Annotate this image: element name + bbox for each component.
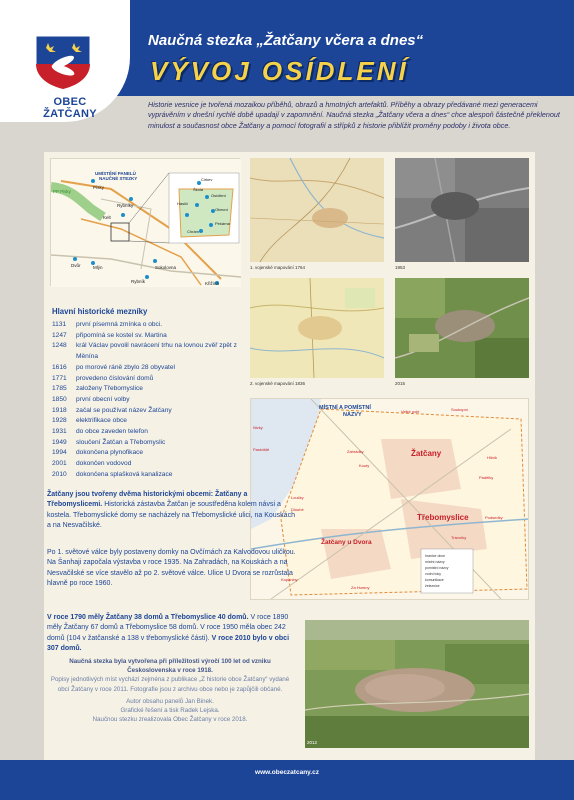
- local-map-title: [319, 405, 371, 419]
- svg-text:Obecní: Obecní: [215, 207, 228, 212]
- local-map-title-line1: MÍSTNÍ A POMÍSTNÍ: [319, 405, 371, 411]
- svg-text:Osídlení: Osídlení: [211, 193, 226, 198]
- municipality-name: OBEC ŽATČANY: [43, 96, 97, 120]
- svg-text:Kopaniny: Kopaniny: [281, 577, 298, 582]
- svg-text:Hasiči: Hasiči: [177, 201, 188, 206]
- milestone-row: 1994 dokončena plynofikace: [52, 449, 144, 457]
- body-paragraph-3: [47, 613, 297, 655]
- svg-text:Mlýn: Mlýn: [93, 265, 103, 270]
- milestone-row: 1928 elektrifikace obce: [52, 417, 127, 425]
- footer-url[interactable]: www.obeczatcany.cz: [255, 769, 319, 776]
- milestones-list: [52, 320, 242, 481]
- footer-bar: [0, 760, 574, 800]
- svg-text:pomístní názvy: pomístní názvy: [425, 566, 449, 570]
- aerial-photo-2015: [395, 278, 529, 378]
- body-p3-bold2: V roce 2010 bylo v obci 307 domů.: [47, 634, 290, 653]
- panel-subtitle: Naučná stezka „Žatčany včera a dnes“: [148, 32, 424, 49]
- intro-text: Historie vesnice je tvořená mozaikou příběhů, obrazů a hmotných artefaktů. Příběhy a obrazy předávané mezi generacemi vyprávěním v dnešní rychlé době upadají v zapomnění. Naučná stezka „Žatčany včera a dnes“ chce alespoň částečně překlenout minulost a současnost obce Žatčany a pomocí fotografií a střípků z historie přiblížit proměny podoby i života obce.: [148, 100, 560, 130]
- svg-text:Sokolovna: Sokolovna: [155, 265, 177, 270]
- milestone-row: 1616 po morové ráně zbylo 28 obyvatel: [52, 363, 175, 371]
- trail-location-map: [50, 158, 240, 286]
- label-trebomyslice: Třebomyslice: [417, 513, 469, 522]
- svg-text:Chrám: Chrám: [187, 229, 200, 234]
- svg-text:Zahrádky: Zahrádky: [347, 449, 364, 454]
- svg-text:NAUČNÉ STEZKY: NAUČNÉ STEZKY: [99, 176, 138, 181]
- svg-text:Cirkev: Cirkev: [201, 177, 213, 182]
- svg-text:Pastviště: Pastviště: [253, 447, 270, 452]
- local-map-title-line2: NÁZVY: [343, 412, 362, 418]
- historic-map-1836: [250, 278, 384, 378]
- body-p3-mid: V roce 1890 měly Žatčany 67 domů a Třebomyslice 58 domů. V roce 1950 měla obec 242 domů (104 v žatčanské a 138 v třebomyslické části).: [47, 614, 289, 642]
- body-p1-rest: Historická zástavba Žatčan je soustředěna kolem návsi a kostela. Třebomyslické domy se nacházely na Třebomyslické ulici, na Kouskách a na Nesvačilské.: [47, 501, 295, 530]
- caption-1764: 1. vojenské mapování 1764: [250, 265, 306, 270]
- credits: [50, 657, 290, 724]
- caption-1953: 1953: [395, 265, 406, 270]
- svg-text:Velké pole: Velké pole: [401, 409, 420, 414]
- milestones-title: Hlavní historické mezníky: [52, 307, 148, 316]
- milestone-row: 2001 dokončen vodovod: [52, 460, 132, 468]
- svg-text:Loučky: Loučky: [291, 495, 304, 500]
- svg-text:Písky: Písky: [93, 185, 105, 190]
- credits-line5: Naučnou stezku zrealizovala Obec Žatčany v roce 2018.: [92, 716, 248, 724]
- milestone-row: 2010 dokončena splašková kanalizace: [52, 470, 173, 478]
- svg-text:Rybníky: Rybníky: [117, 203, 134, 208]
- credits-line1: Naučná stezka byla vytvořena při příležitosti výročí 100 let od vzniku Československa v roce 1918.: [69, 658, 271, 675]
- milestone-row: 1931 do obce zaveden telefon: [52, 428, 148, 436]
- svg-text:železnice: železnice: [425, 584, 440, 588]
- svg-text:Dlouhé: Dlouhé: [291, 507, 304, 512]
- milestone-row: 1248 král Václav povolil navrácení trhu na lovnou zvěř zpět z Měnína: [52, 342, 237, 361]
- credits-line3: Autor obsahu panelů Jan Binek.: [126, 697, 214, 705]
- credits-line4: Grafické řešení a tisk Radek Lejska.: [120, 707, 220, 715]
- logo-badge: [0, 0, 130, 122]
- svg-text:Hliník: Hliník: [487, 455, 498, 460]
- body-p1-bold: Žatčany jsou tvořeny dvěma historickými obcemi: Žatčany a Třebomyslicemi.: [47, 491, 248, 509]
- caption-2012: 2012: [307, 740, 318, 745]
- milestone-row: 1131 první písemná zmínka o obci.: [52, 321, 163, 328]
- milestone-row: 1850 první obecní volby: [52, 395, 130, 403]
- trail-map-graphic: [51, 159, 241, 287]
- svg-text:hranice obce: hranice obce: [425, 554, 446, 558]
- body-paragraph-1: [47, 490, 297, 532]
- svg-text:Padělky: Padělky: [479, 475, 494, 480]
- svg-text:komunikace: komunikace: [425, 578, 444, 582]
- svg-text:Soukopní: Soukopní: [451, 407, 468, 412]
- svg-text:Nivky: Nivky: [253, 425, 263, 430]
- label-zatcany: Žatčany: [411, 449, 442, 458]
- svg-text:Škola: Škola: [193, 187, 204, 192]
- svg-text:PP Pisky: PP Pisky: [53, 189, 71, 194]
- svg-text:vodní toky: vodní toky: [425, 572, 441, 576]
- label-zatcany-dvur: Žatčany u Dvora: [321, 539, 372, 546]
- aerial-photo-1953: [395, 158, 529, 262]
- historic-map-1764: [250, 158, 384, 262]
- svg-text:místní názvy: místní názvy: [425, 560, 445, 564]
- svg-text:Dvůr: Dvůr: [71, 263, 81, 268]
- svg-text:Podsedky: Podsedky: [485, 515, 503, 520]
- svg-text:Za Humny: Za Humny: [351, 585, 370, 590]
- body-p3-bold1: V roce 1790 měly Žatčany 38 domů a Třebomyslice 40 domů.: [47, 614, 249, 621]
- milestone-row: 1785 založeny Třebomyslice: [52, 385, 143, 393]
- panel-title: VÝVOJ OSÍDLENÍ: [150, 56, 409, 86]
- milestone-row: 1949 sloučení Žatčan a Třebomyslic: [52, 438, 166, 446]
- svg-text:Kouty: Kouty: [359, 463, 370, 468]
- body-paragraph-2: Po 1. světové válce byly postaveny domky na Ovčírnách za Kalvodovou uličkou. Na Šanhaji započala výstavba v roce 1935. Na Zahradách, na Kouskách a na Nesvačilské se více stavělo až po 2. světové válce. Ulice U Dvora se rozrůstala hlavně po roce 1960.: [47, 549, 296, 588]
- milestone-row: 1918 začal se používat název Žatčany: [52, 406, 172, 414]
- svg-text:UMÍSTĚNÍ PANELŮ: UMÍSTĚNÍ PANELŮ: [95, 171, 136, 176]
- credits-line2: Popisy jednotlivých míst vychází zejména z publikace „Z historie obce Žatčany“ vydané obcí Žatčany v roce 2011. Fotografie jsou z archivu obce nebo je zapůjčili občané.: [50, 676, 290, 693]
- caption-2015: 2015: [395, 381, 406, 386]
- svg-text:Kelt: Kelt: [103, 215, 111, 220]
- aerial-photo-2012: [305, 620, 529, 748]
- svg-text:Pekárna: Pekárna: [215, 221, 230, 226]
- milestone-row: 1247 připomíná se kostel sv. Martina: [52, 331, 167, 339]
- milestone-row: 1771 provedeno číslování domů: [52, 374, 154, 382]
- svg-text:Trávníky: Trávníky: [451, 535, 467, 540]
- caption-1836: 2. vojenské mapování 1836: [250, 381, 306, 386]
- coat-of-arms-icon: [32, 34, 94, 90]
- svg-text:Křižina: Křižina: [205, 281, 219, 286]
- svg-text:Rybník: Rybník: [131, 279, 146, 284]
